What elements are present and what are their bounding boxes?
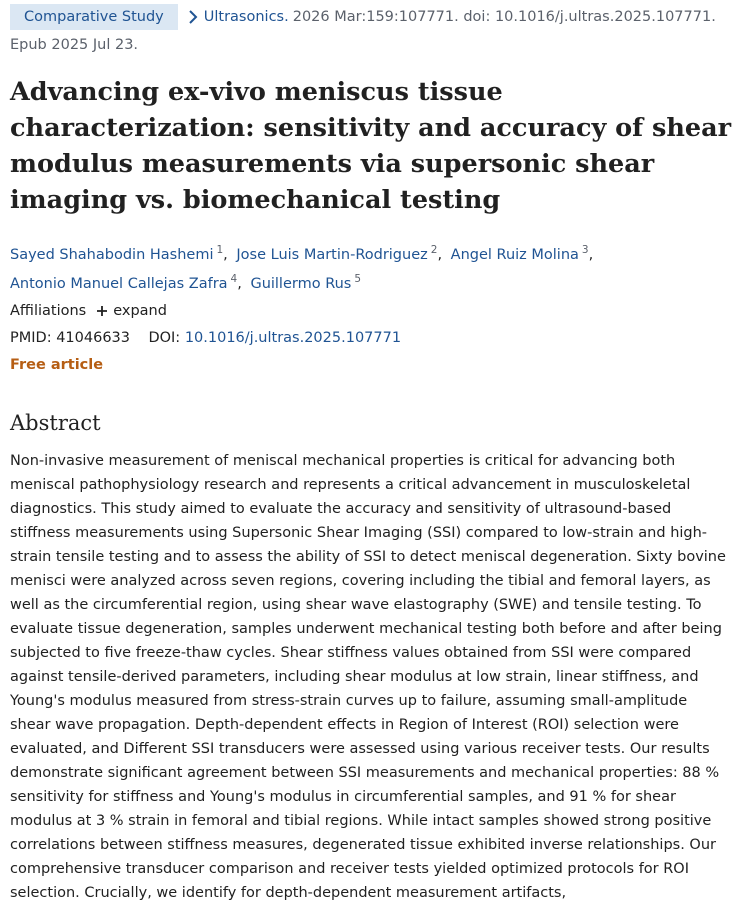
author-link[interactable]: Sayed Shahabodin Hashemi [10, 247, 214, 263]
affiliations-toggle[interactable] [10, 300, 167, 322]
pmid-label: PMID: [10, 330, 52, 346]
affiliation-ref[interactable]: 2 [430, 244, 438, 256]
article-title: Advancing ex-vivo meniscus tissue characterization: sensitivity and accuracy of shear modulus measurements via supersonic shear imaging vs. biomechanical testing [10, 77, 732, 215]
author-link[interactable]: Angel Ruiz Molina [450, 247, 579, 263]
free-article-label: Free article [10, 357, 104, 373]
author-separator: , [588, 247, 594, 263]
citation-bar [10, 4, 741, 30]
author-link[interactable]: Antonio Manuel Callejas Zafra [10, 276, 228, 292]
article-type-badge: Comparative Study [10, 4, 178, 30]
affiliation-ref[interactable]: 1 [216, 244, 224, 256]
citation [188, 5, 716, 29]
author-separator: , [437, 247, 443, 263]
affiliation-ref[interactable]: 4 [230, 273, 238, 285]
identifiers [10, 327, 401, 349]
affiliation-ref[interactable]: 5 [354, 273, 362, 285]
author-list [10, 238, 730, 296]
doi-link[interactable]: 10.1016/j.ultras.2025.107771 [184, 330, 402, 346]
epub-date: Epub 2025 Jul 23. [10, 37, 139, 53]
journal-link[interactable]: Ultrasonics. [203, 9, 289, 25]
plus-icon [96, 305, 108, 317]
author-separator: , [223, 247, 228, 263]
abstract-text: Non-invasive measurement of meniscal mechanical properties is critical for advancing both meniscal pathophysiology research and represents a critical advancement in musculoskeletal diagnostics. This study aimed to evaluate the accuracy and sensitivity of ultrasound-based stiffness measurements using Supersonic Shear Imaging (SSI) compared to low-strain and high-strain tensile testing and to assess the ability of SSI to detect meniscal degeneration. Sixty bovine menisci were analyzed across seven regions, covering including the tibial and femoral layers, as well as the circumferential region, using shear wave elastography (SWE) and tensile testing. To evaluate tissue degeneration, samples underwent mechanical testing both before and after being subjected to five freeze-thaw cycles. Shear stiffness values obtained from SSI were compared against tensile-derived parameters, including shear modulus at low strain, linear stiffness, and Young's modulus measured from stress-strain curves up to failure, assuming small-amplitude shear wave propagation. Depth-dependent effects in Region of Interest (ROI) selection were evaluated, and Different SSI transducers were assessed using various receiver tests. Our results demonstrate significant agreement between SSI measurements and mechanical properties: 88 % sensitivity for stiffness and Young's modulus in circumferential samples, and 91 % for shear modulus at 3 % strain in femoral and tibial regions. While intact samples showed strong positive correlations between stiffness measures, degenerated tissue exhibited inverse relationships. Our comprehensive transducer comparison and receiver tests yielded optimized protocols for ROI selection. Crucially, we identify for depth-dependent measurement artifacts, [10, 453, 726, 901]
author-link[interactable]: Jose Luis Martin-Rodriguez [236, 247, 428, 263]
abstract-heading: Abstract [10, 411, 101, 435]
expand-label: expand [113, 303, 167, 319]
chevron-right-icon [188, 10, 198, 24]
doi-label: DOI: [148, 330, 181, 346]
author-link[interactable]: Guillermo Rus [250, 276, 352, 292]
affiliations-label: Affiliations [10, 303, 87, 319]
citation-details: 2026 Mar:159:107771. doi: 10.1016/j.ultras.2025.107771. [292, 9, 716, 25]
author-separator: , [237, 276, 242, 292]
pmid-value: 41046633 [56, 330, 131, 346]
affiliation-ref[interactable]: 3 [581, 244, 589, 256]
